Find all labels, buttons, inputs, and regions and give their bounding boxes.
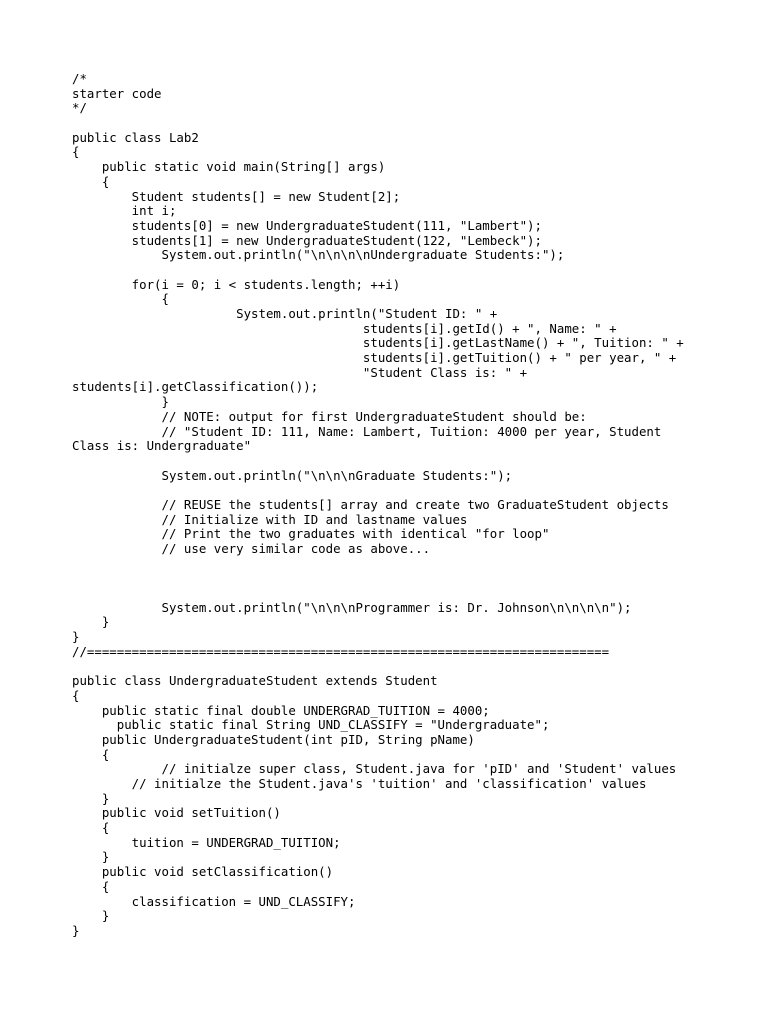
code-line: students[i].getClassification());	[72, 379, 319, 395]
code-line	[72, 483, 712, 498]
code-line: */	[72, 100, 87, 116]
code-line: for(i = 0; i < students.length; ++i)	[72, 276, 401, 292]
code-line	[72, 571, 712, 586]
code-line: {	[72, 878, 110, 894]
code-line: }	[72, 849, 110, 865]
code-line: }	[72, 394, 169, 410]
code-line: Student students[] = new Student[2];	[72, 188, 401, 204]
code-line: // "Student ID: 111, Name: Lambert, Tuition: 4000 per year, Student	[72, 423, 662, 439]
code-line: classification = UND_CLASSIFY;	[72, 893, 356, 909]
code-line: public static final String UND_CLASSIFY = "Undergraduate";	[72, 717, 550, 733]
code-line: tuition = UNDERGRAD_TUITION;	[72, 834, 341, 850]
code-line: students[1] = new UndergraduateStudent(122, "Lembeck");	[72, 232, 542, 248]
code-line: {	[72, 144, 80, 160]
code-line: starter code	[72, 85, 162, 101]
code-line: {	[72, 173, 110, 189]
code-line: {	[72, 746, 110, 762]
code-line: }	[72, 614, 110, 630]
code-line	[72, 557, 712, 572]
code-line: "Student Class is: " +	[72, 364, 528, 380]
code-line: public class Lab2	[72, 129, 199, 145]
code-line	[72, 660, 712, 675]
code-line: // REUSE the students[] array and create two GraduateStudent objects	[72, 496, 669, 512]
code-line: public void setClassification()	[72, 864, 334, 880]
source-code-block	[72, 72, 712, 939]
code-line: // Print the two graduates with identical "for loop"	[72, 526, 550, 542]
code-line	[72, 586, 712, 601]
code-line: {	[72, 820, 110, 836]
code-line	[72, 263, 712, 278]
code-line: public class UndergraduateStudent extends Student	[72, 673, 438, 689]
code-line: public UndergraduateStudent(int pID, String pName)	[72, 731, 475, 747]
code-line: // initialze the Student.java's 'tuition' and 'classification' values	[72, 776, 647, 791]
code-line: public static void main(String[] args)	[72, 159, 386, 175]
code-line: System.out.println("\n\n\n\nUndergraduate Students:");	[72, 247, 565, 263]
code-line: {	[72, 291, 169, 307]
code-line: // Initialize with ID and lastname values	[72, 511, 468, 527]
code-line: {	[72, 687, 80, 703]
code-line: public void setTuition()	[72, 805, 281, 821]
code-line: // use very similar code as above...	[72, 541, 431, 556]
code-line: System.out.println("Student ID: " +	[72, 306, 498, 321]
code-line: }	[72, 629, 80, 645]
code-line: students[i].getLastName() + ", Tuition: " +	[72, 335, 684, 351]
code-line: students[i].getTuition() + " per year, " +	[72, 350, 677, 366]
code-line: public static final double UNDERGRAD_TUITION = 4000;	[72, 702, 490, 718]
code-line: int i;	[72, 203, 177, 219]
code-line: students[i].getId() + ", Name: " +	[72, 320, 617, 336]
code-line: }	[72, 922, 80, 938]
code-line	[72, 454, 712, 469]
code-line: // NOTE: output for first UndergraduateStudent should be:	[72, 408, 587, 424]
code-line: }	[72, 908, 110, 924]
code-line: }	[72, 790, 110, 806]
code-line: //======================================================================	[72, 643, 610, 659]
code-line: Class is: Undergraduate"	[72, 438, 252, 454]
code-line: System.out.println("\n\n\nProgrammer is: Dr. Johnson\n\n\n\n");	[72, 599, 632, 615]
code-line	[72, 116, 712, 131]
code-line: System.out.println("\n\n\nGraduate Students:");	[72, 467, 513, 483]
code-line: /*	[72, 71, 87, 86]
code-line: // initialze super class, Student.java for 'pID' and 'Student' values	[72, 761, 677, 777]
code-line: students[0] = new UndergraduateStudent(111, "Lambert");	[72, 217, 542, 233]
